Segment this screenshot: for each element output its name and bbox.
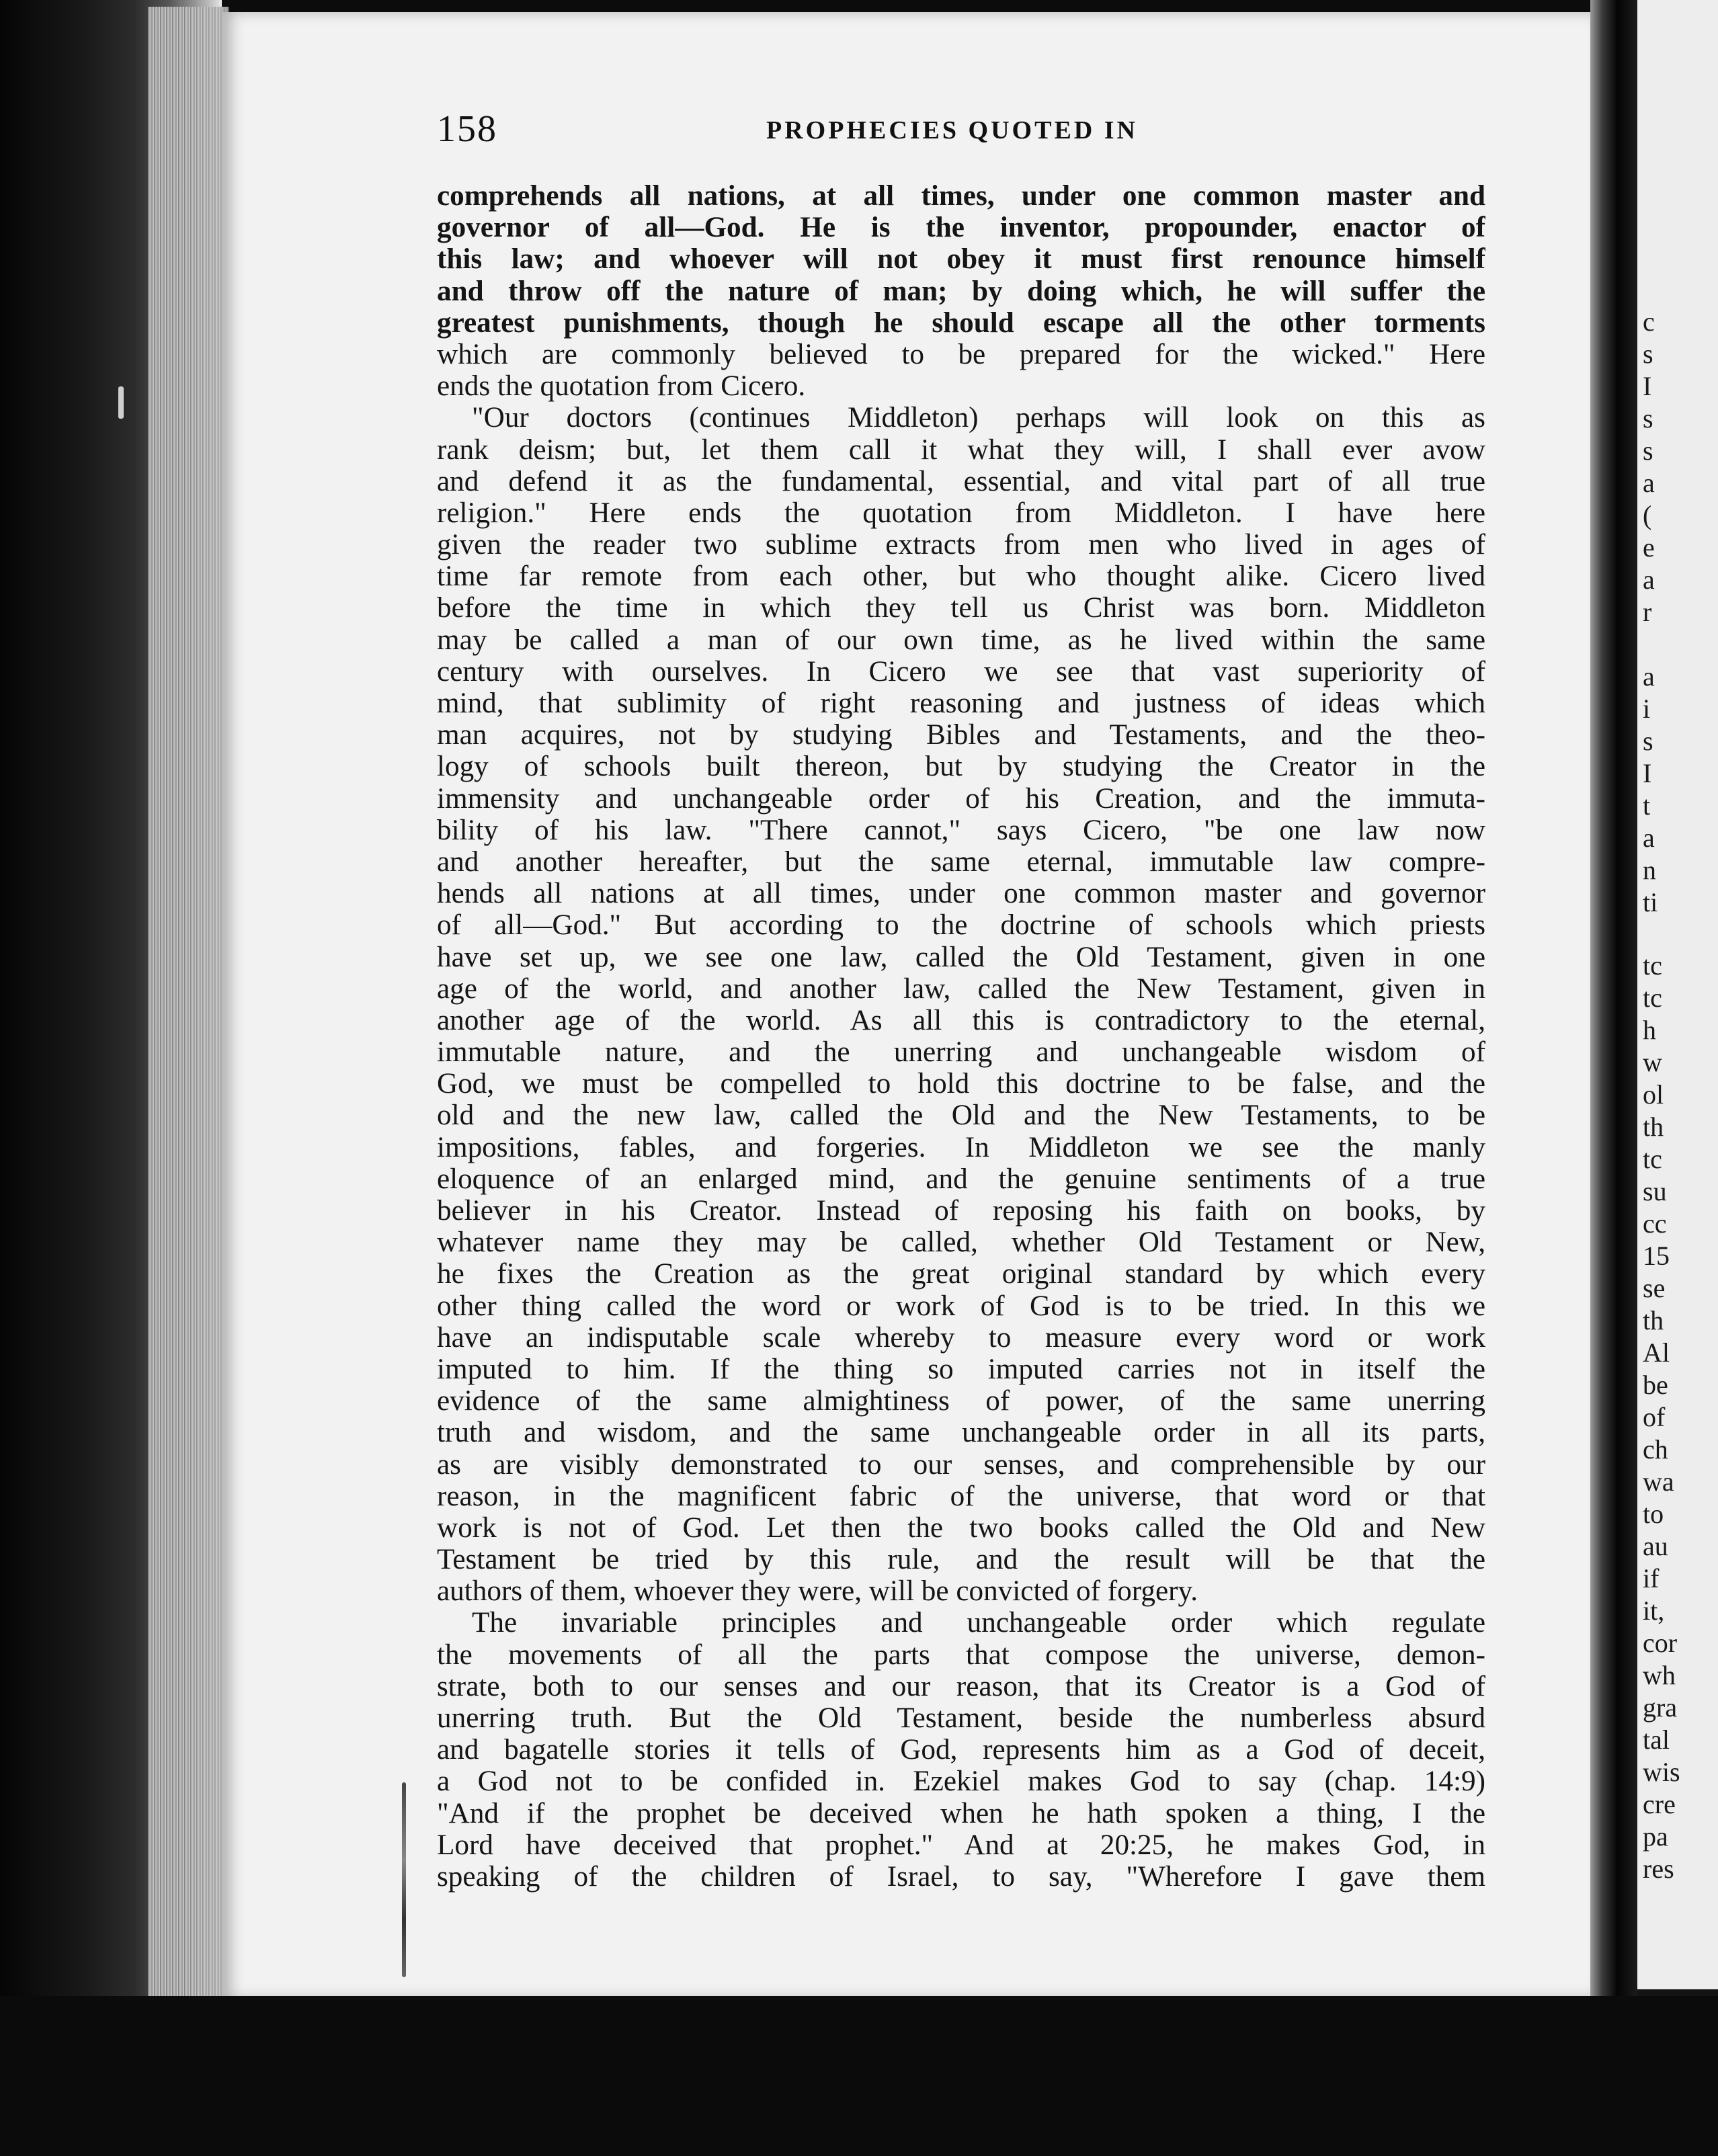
running-title: PROPHECIES QUOTED IN: [766, 116, 1138, 144]
text-line: governor of all—God. He is the inventor, propounder, enactor of: [437, 212, 1485, 244]
adjacent-page-fragment: res: [1643, 1854, 1674, 1884]
adjacent-page-fragment: se: [1643, 1273, 1666, 1303]
adjacent-page-fragment: ch: [1643, 1434, 1668, 1464]
text-line: hends all nations at all times, under one common master and governor: [437, 878, 1485, 910]
scan-bottom-edge: [0, 1996, 1718, 2156]
text-line: century with ourselves. In Cicero we see that vast superiority of: [437, 655, 1485, 688]
text-line: the movements of all the parts that compose the universe, demon-: [437, 1639, 1485, 1671]
adjacent-page-fragment: I: [1643, 758, 1652, 788]
margin-smudge: [118, 386, 124, 419]
text-line: bility of his law. "There cannot," says Cicero, "be one law now: [437, 814, 1485, 846]
text-line: old and the new law, called the Old and the New Testaments, to be: [437, 1100, 1485, 1132]
adjacent-page-fragment: s: [1643, 726, 1653, 756]
text-line: greatest punishments, though he should escape all the other torments: [437, 306, 1485, 339]
adjacent-page-fragment: if: [1643, 1563, 1660, 1593]
text-line: The invariable principles and unchangeable order which regulate: [472, 1607, 1485, 1639]
text-line: this law; and whoever will not obey it must first renounce himself: [437, 243, 1485, 276]
adjacent-page-fragment: (: [1643, 500, 1652, 530]
adjacent-page-fragment: tc: [1643, 1144, 1662, 1174]
text-line: reason, in the magnificent fabric of the universe, that word or that: [437, 1480, 1485, 1512]
text-line: he fixes the Creation as the great original standard by which every: [437, 1258, 1485, 1290]
text-line: mind, that sublimity of right reasoning and justness of ideas which: [437, 688, 1485, 719]
adjacent-page-fragment: to: [1643, 1499, 1664, 1529]
adjacent-page-fragment: th: [1643, 1112, 1664, 1142]
text-line: have set up, we see one law, called the Old Testament, given in one: [437, 941, 1485, 973]
adjacent-page-fragment: Al: [1643, 1337, 1670, 1368]
adjacent-page-fragment: I: [1643, 371, 1652, 401]
adjacent-page-fragment: cc: [1643, 1208, 1667, 1239]
adjacent-page-fragment: cor: [1643, 1628, 1678, 1658]
text-line: age of the world, and another law, called the New Testament, given in: [437, 972, 1485, 1005]
text-line: religion." Here ends the quotation from Middleton. I have here: [437, 497, 1485, 529]
text-line: and another hereafter, but the same eternal, immutable law compre-: [437, 845, 1485, 878]
adjacent-page-fragment: of: [1643, 1402, 1666, 1432]
adjacent-page-fragment: pa: [1643, 1821, 1668, 1852]
adjacent-page-fragment: c: [1643, 306, 1655, 337]
text-line: imputed to him. If the thing so imputed carries not in itself the: [437, 1353, 1485, 1385]
text-line: logy of schools built thereon, but by studying the Creator in the: [437, 751, 1485, 783]
adjacent-page-fragment: ti: [1643, 887, 1658, 917]
text-line: a God not to be confided in. Ezekiel makes God to say (chap. 14:9): [437, 1766, 1485, 1798]
text-line: speaking of the children of Israel, to say, "Wherefore I gave them: [437, 1860, 1485, 1893]
text-line: Testament be tried by this rule, and the result will be that the: [437, 1544, 1485, 1576]
adjacent-page-fragment: a: [1643, 661, 1655, 692]
text-line: unerring truth. But the Old Testament, beside the numberless absurd: [437, 1702, 1485, 1734]
adjacent-page-fragment: s: [1643, 436, 1653, 466]
text-line: eloquence of an enlarged mind, and the genuine sentiments of a true: [437, 1163, 1485, 1195]
text-line: and defend it as the fundamental, essential, and vital part of all true: [437, 465, 1485, 497]
adjacent-page-fragment: h: [1643, 1015, 1656, 1045]
text-line: comprehends all nations, at all times, under one common master and: [437, 180, 1485, 212]
adjacent-page-fragment: a: [1643, 565, 1655, 595]
page-edges: [148, 7, 229, 1996]
adjacent-page-fragment: tc: [1643, 950, 1662, 981]
margin-pencil-mark: [402, 1782, 406, 1977]
adjacent-page-fragment: a: [1643, 468, 1655, 498]
adjacent-page-fragment: tc: [1643, 983, 1662, 1013]
text-line: authors of them, whoever they were, will be convicted of forgery.: [437, 1575, 1198, 1608]
text-line: God, we must be compelled to hold this doctrine to be false, and the: [437, 1068, 1485, 1100]
text-line: and throw off the nature of man; by doing which, he will suffer the: [437, 275, 1485, 307]
text-line: immensity and unchangeable order of his Creation, and the immuta-: [437, 782, 1485, 815]
adjacent-page-fragment: s: [1643, 403, 1653, 433]
text-line: time far remote from each other, but who thought alike. Cicero lived: [437, 561, 1485, 593]
adjacent-page-fragment: wis: [1643, 1757, 1680, 1787]
adjacent-page-fragment: it,: [1643, 1595, 1665, 1626]
text-line: given the reader two sublime extracts from men who lived in ages of: [437, 529, 1485, 561]
adjacent-page-fragment: e: [1643, 532, 1655, 563]
adjacent-page-fragment: n: [1643, 855, 1656, 885]
text-line: another age of the world. As all this is contradictory to the eternal,: [437, 1004, 1485, 1036]
text-line: other thing called the word or work of God is to be tried. In this we: [437, 1290, 1485, 1322]
text-line: man acquires, not by studying Bibles and Testaments, and the theo-: [437, 719, 1485, 751]
adjacent-page-fragment: w: [1643, 1047, 1662, 1077]
adjacent-page-fragment: ol: [1643, 1079, 1664, 1110]
adjacent-page-fragment: gra: [1643, 1692, 1678, 1723]
text-line: may be called a man of our own time, as he lived within the same: [437, 624, 1485, 656]
adjacent-page-fragment: r: [1643, 597, 1652, 627]
adjacent-page-fragment: 15: [1643, 1241, 1670, 1271]
text-line: strate, both to our senses and our reason, that its Creator is a God of: [437, 1670, 1485, 1702]
page-number: 158: [437, 108, 497, 150]
adjacent-page-fragment: a: [1643, 823, 1655, 853]
adjacent-page-fragment: t: [1643, 790, 1651, 821]
adjacent-page-fragment: th: [1643, 1305, 1664, 1335]
text-line: ends the quotation from Cicero.: [437, 370, 806, 403]
book-fold: [1590, 0, 1637, 2156]
text-line: and bagatelle stories it tells of God, represents him as a God of deceit,: [437, 1734, 1485, 1766]
adjacent-page-fragment: wa: [1643, 1466, 1674, 1497]
text-line: Lord have deceived that prophet." And at 20:25, he makes God, in: [437, 1829, 1485, 1861]
text-line: impositions, fables, and forgeries. In Middleton we see the manly: [437, 1131, 1485, 1163]
text-line: have an indisputable scale whereby to measure every word or work: [437, 1321, 1485, 1354]
text-line: as are visibly demonstrated to our senses, and comprehensible by our: [437, 1448, 1485, 1481]
text-line: work is not of God. Let then the two books called the Old and New: [437, 1511, 1485, 1544]
text-line: before the time in which they tell us Christ was born. Middleton: [437, 592, 1485, 624]
page-header: [437, 108, 1492, 155]
adjacent-page-fragment: cre: [1643, 1789, 1676, 1819]
adjacent-page: [1637, 0, 1718, 1989]
text-line: believer in his Creator. Instead of reposing his faith on books, by: [437, 1195, 1485, 1227]
text-line: which are commonly believed to be prepared for the wicked." Here: [437, 338, 1485, 370]
adjacent-page-fragment: tal: [1643, 1725, 1670, 1755]
text-line: rank deism; but, let them call it what they will, I shall ever avow: [437, 433, 1485, 466]
adjacent-page-fragment: su: [1643, 1176, 1667, 1206]
text-line: truth and wisdom, and the same unchangeable order in all its parts,: [437, 1417, 1485, 1449]
text-line: immutable nature, and the unerring and unchangeable wisdom of: [437, 1036, 1485, 1069]
text-line: whatever name they may be called, whether Old Testament or New,: [437, 1227, 1485, 1259]
adjacent-page-fragment: wh: [1643, 1660, 1676, 1690]
adjacent-page-fragment: au: [1643, 1531, 1668, 1561]
text-line: "And if the prophet be deceived when he hath spoken a thing, I the: [437, 1797, 1485, 1829]
adjacent-page-fragment: be: [1643, 1370, 1668, 1400]
adjacent-page-fragment: s: [1643, 339, 1653, 369]
adjacent-page-fragment: i: [1643, 694, 1651, 724]
text-line: evidence of the same almightiness of power, of the same unerring: [437, 1385, 1485, 1417]
text-line: of all—God." But according to the doctrine of schools which priests: [437, 909, 1485, 942]
text-line: "Our doctors (continues Middleton) perhaps will look on this as: [472, 402, 1485, 434]
body-text: [437, 180, 1485, 1893]
